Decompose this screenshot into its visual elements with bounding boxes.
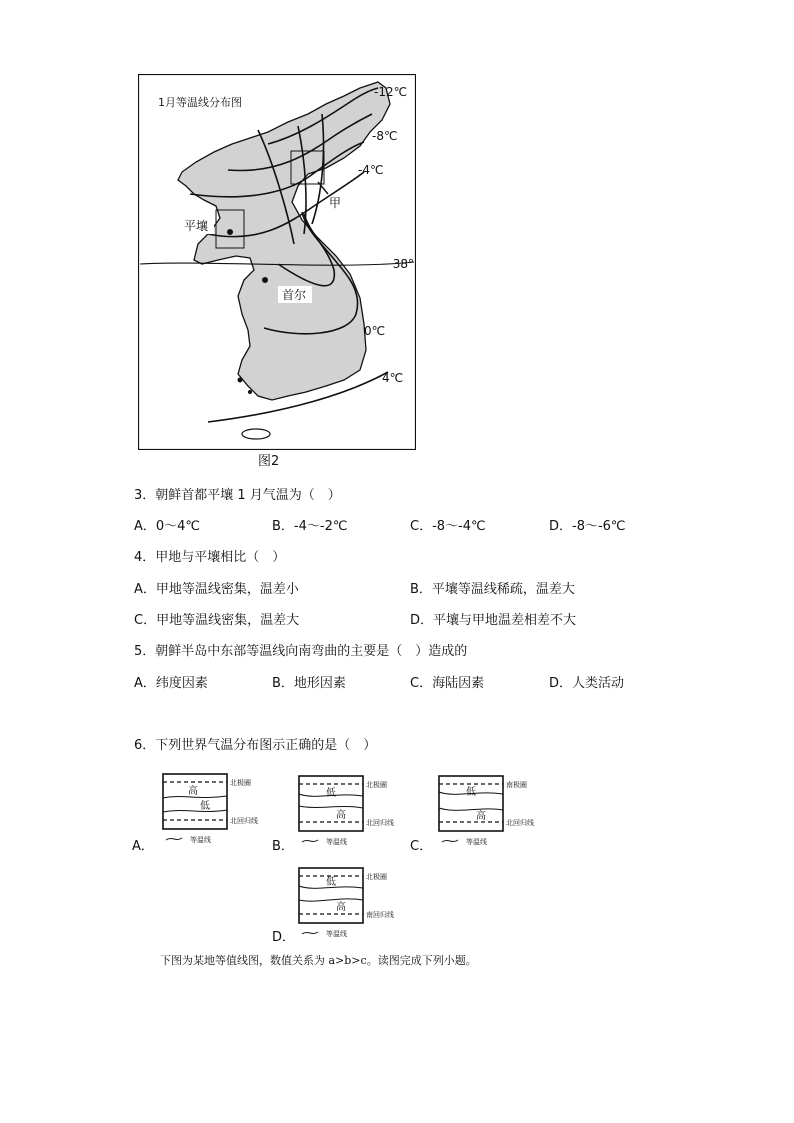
mini-d-top-word: 低 (326, 877, 336, 888)
mini-d-top-line: 北极圈 (366, 873, 387, 881)
q5-option-c: C．海陆因素 (410, 676, 485, 691)
isotherm-map (138, 74, 416, 450)
mini-a-top-word: 高 (188, 786, 198, 797)
q4-option-c: C．甲地等温线密集，温差大 (134, 613, 300, 628)
question-5-stem: 5．朝鲜半岛中东部等温线向南弯曲的主要是（ ）造成的 (134, 644, 468, 659)
q6-option-b: B． (272, 839, 294, 854)
q3-option-c: C．-8～-4℃ (410, 519, 486, 534)
mini-b-top-word: 低 (326, 788, 336, 799)
label-minus4: -4℃ (358, 163, 384, 177)
q3-option-a: A．0～4℃ (134, 519, 201, 534)
q4-option-a: A．甲地等温线密集，温差小 (134, 582, 299, 597)
mini-a-bottom-line: 北回归线 (230, 817, 258, 825)
pyongyang-dot (227, 229, 233, 235)
q5-option-a: A．纬度因素 (134, 676, 208, 691)
map-caption: 图2 (258, 454, 280, 469)
island-dot (248, 390, 252, 394)
jeju-island (242, 429, 270, 439)
label-zero: 0℃ (364, 324, 386, 338)
map-title: 1月等温线分布图 (158, 96, 242, 109)
isotherm-map-figure (138, 74, 416, 450)
q3-option-b: B．-4～-2℃ (272, 519, 348, 534)
mini-a-bottom-word: 低 (200, 801, 210, 812)
seoul-dot (262, 277, 268, 283)
mini-d-legend: 等温线 (326, 930, 347, 938)
label-minus8: -8℃ (372, 129, 398, 143)
q5-option-d: D．人类活动 (549, 676, 625, 691)
q4-option-b: B．平壤等温线稀疏，温差大 (410, 582, 575, 597)
mini-c-top-word: 低 (466, 787, 476, 798)
label-four: 4℃ (382, 371, 404, 385)
q6-option-a: A． (132, 839, 154, 854)
q5-option-b: B．地形因素 (272, 676, 346, 691)
mini-b-bottom-line: 北回归线 (366, 819, 394, 827)
mini-c-bottom-word: 高 (476, 811, 486, 822)
question-6-stem: 6．下列世界气温分布图示正确的是（ ） (134, 738, 377, 753)
footer-instruction: 下图为某地等值线图，数值关系为 a>b>c。读图完成下列小题。 (160, 954, 477, 967)
mini-b-bottom-word: 高 (336, 810, 346, 821)
mini-a-legend: 等温线 (190, 836, 211, 844)
mini-diagram-b (296, 774, 414, 850)
mini-diagram-d (296, 866, 414, 942)
mini-b-legend: 等温线 (326, 838, 347, 846)
label-38: 38° (392, 257, 414, 271)
question-4-stem: 4．甲地与平壤相比（ ） (134, 550, 286, 565)
mini-c-top-line: 南极圈 (506, 781, 527, 789)
q6-option-d: D． (272, 930, 296, 945)
label-pyongyang: 平壤 (184, 219, 209, 233)
mini-c-legend: 等温线 (466, 838, 487, 846)
mini-b-top-line: 北极圈 (366, 781, 387, 789)
q3-option-d: D．-8～-6℃ (549, 519, 626, 534)
q4-option-d: D．平壤与甲地温差相差不大 (410, 613, 577, 628)
mini-c-bottom-line: 北回归线 (506, 819, 534, 827)
mini-d-bottom-word: 高 (336, 902, 346, 913)
mini-diagram-a (160, 772, 278, 848)
label-minus12: -12℃ (374, 85, 408, 99)
mini-d-bottom-line: 南回归线 (366, 911, 394, 919)
q6-option-c: C． (410, 839, 433, 854)
island-dot (238, 378, 243, 383)
question-3-stem: 3．朝鲜首都平壤 1 月气温为（ ） (134, 488, 341, 503)
label-jia: 甲 (329, 196, 342, 210)
label-seoul: 首尔 (282, 288, 307, 302)
mini-a-top-line: 北极圈 (230, 779, 251, 787)
mini-diagram-c (436, 774, 554, 850)
